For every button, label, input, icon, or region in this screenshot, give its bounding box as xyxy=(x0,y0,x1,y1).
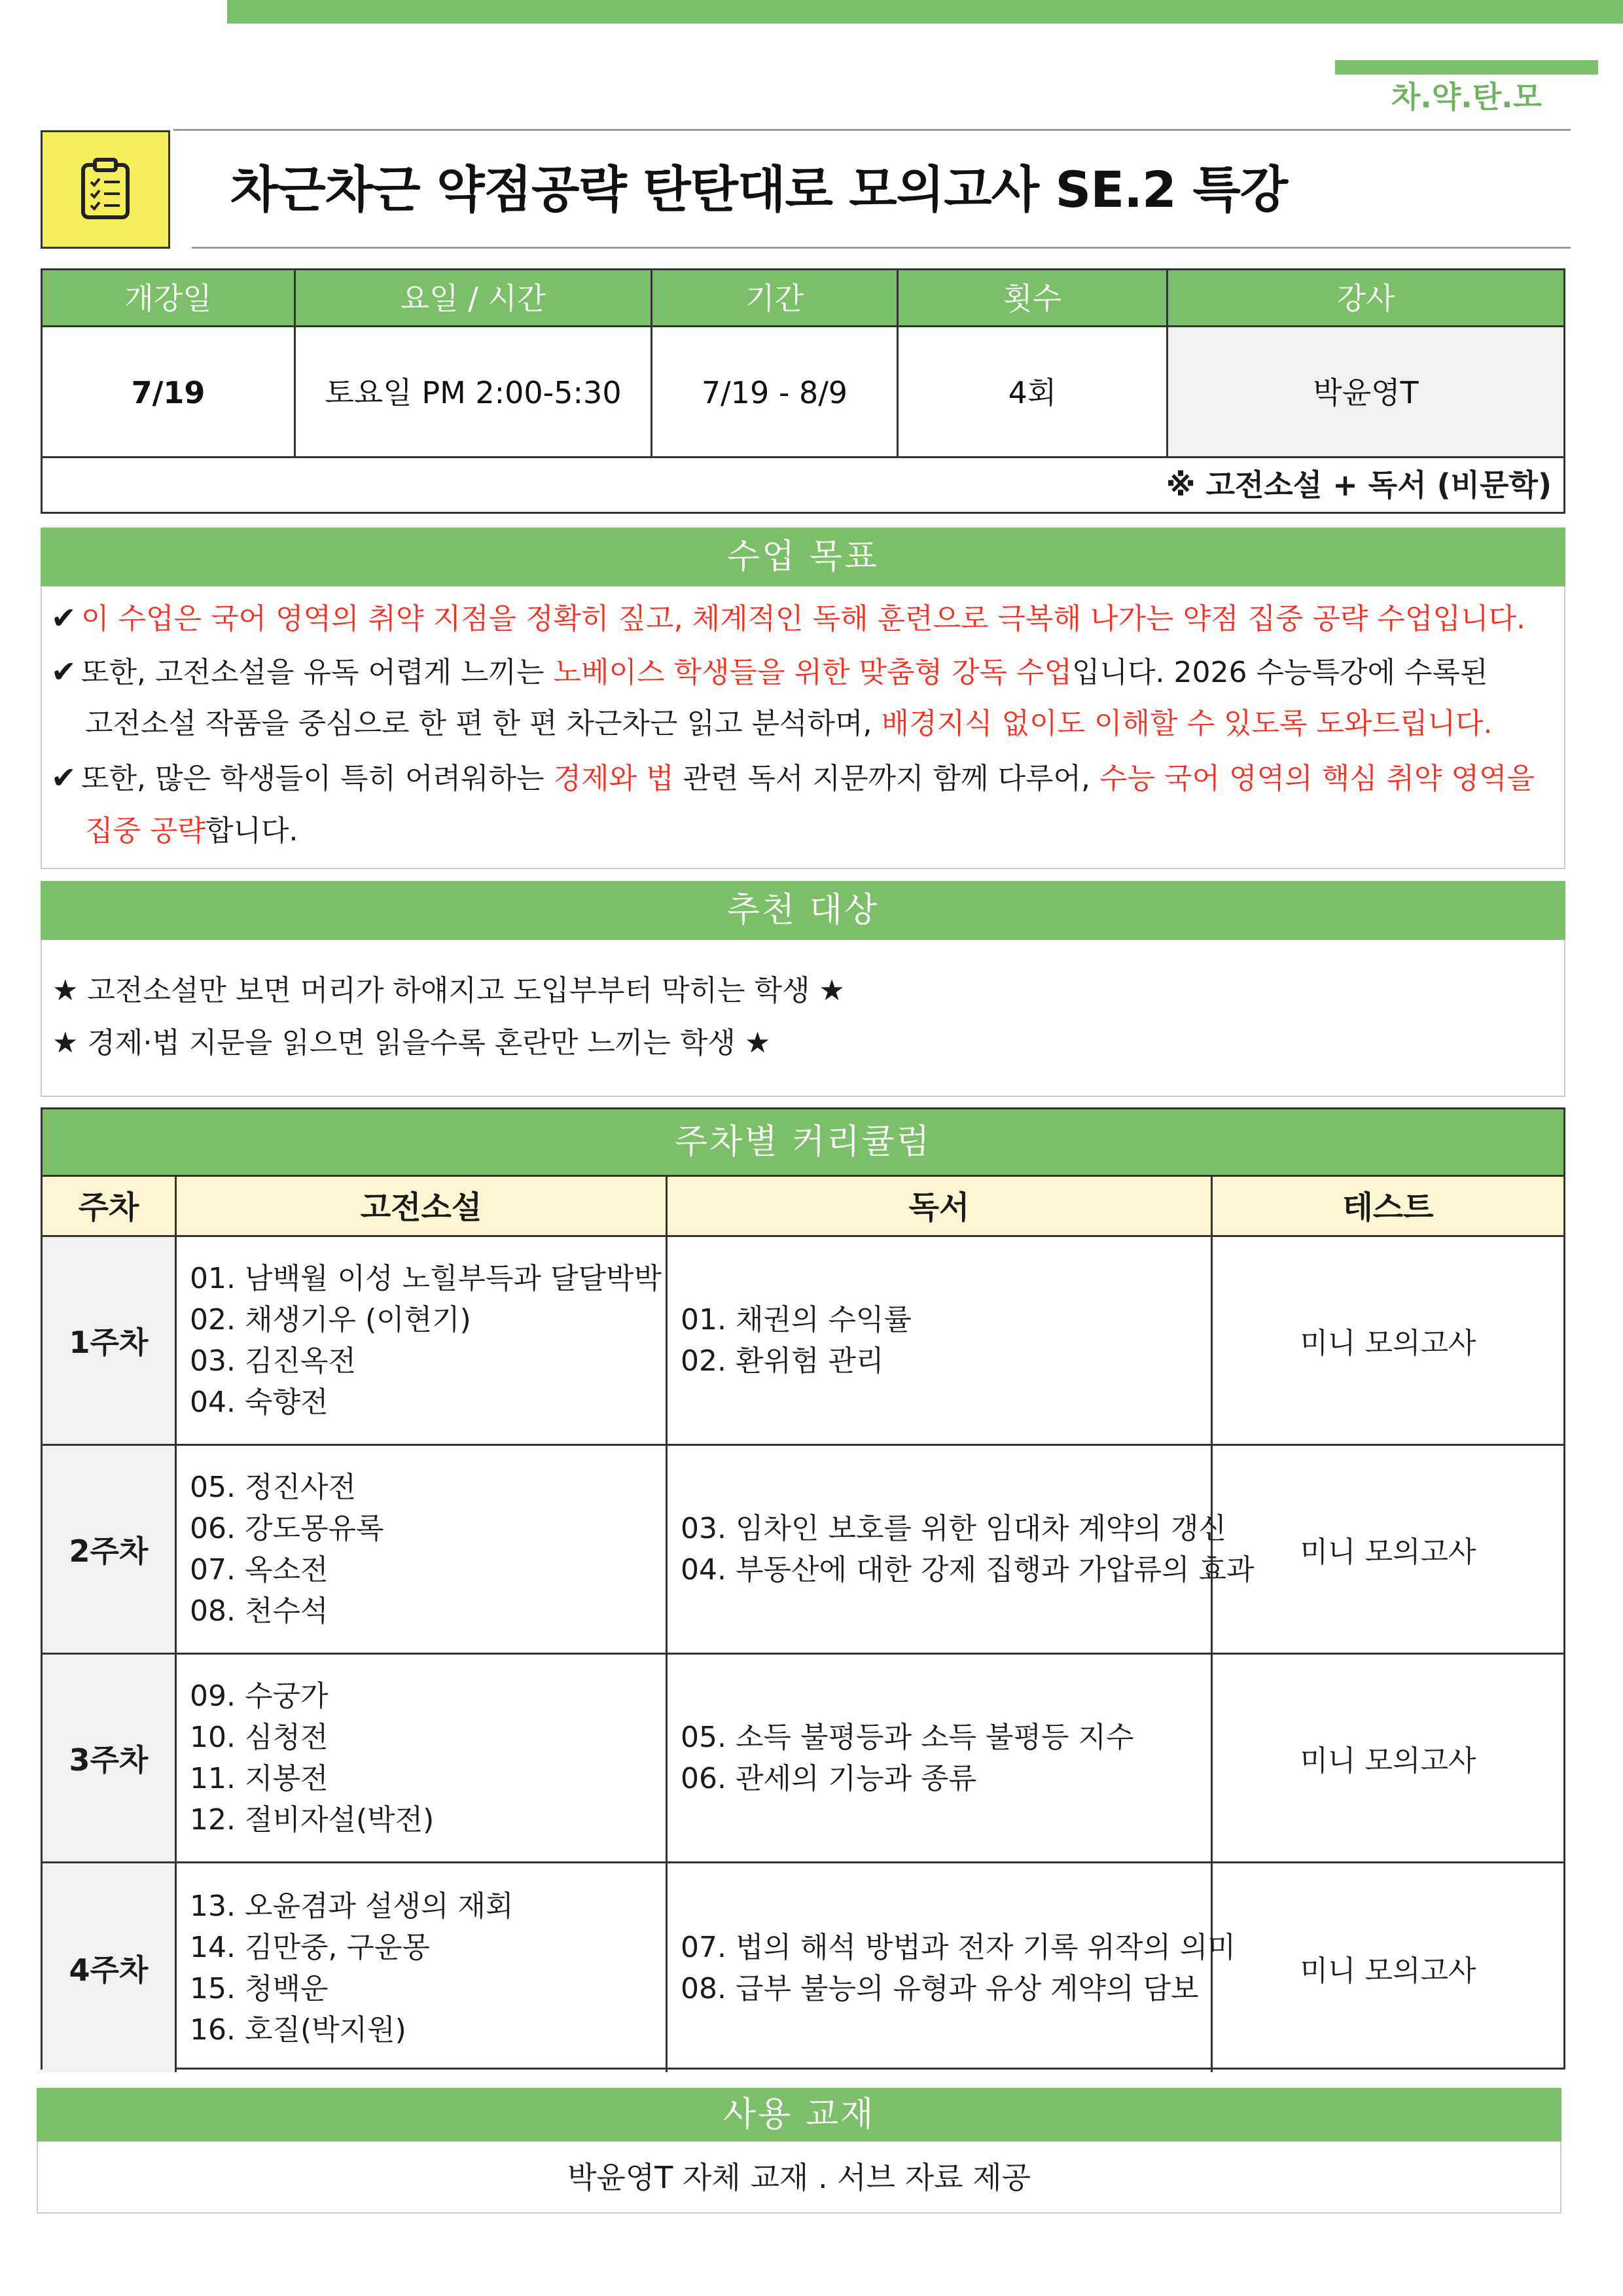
check-icon: ✔ xyxy=(51,760,77,795)
goal-line-2: ✔ 또한, 고전소설을 유독 어렵게 느끼는 노베이스 학생들을 위한 맞춤형 강독 수업입니다. 2026 수능특강에 수록된 xyxy=(51,652,1488,692)
list-item: 12. 절비자설(박전) xyxy=(190,1803,435,1837)
list-item: 02. 환위험 관리 xyxy=(681,1344,884,1378)
info-day-time: 토요일 PM 2:00-5:30 xyxy=(296,327,652,458)
list-item: 08. 급부 불능의 유형과 유상 계약의 담보 xyxy=(681,1971,1199,2005)
list-item: 01. 남백월 이성 노힐부득과 달달박박 xyxy=(190,1262,662,1295)
info-header-day-time: 요일 / 시간 xyxy=(296,270,652,327)
list-item: 04. 숙향전 xyxy=(190,1386,329,1419)
info-count: 4회 xyxy=(899,327,1168,458)
curriculum-col-reading: 독서 xyxy=(668,1175,1213,1237)
week-label: 2주차 xyxy=(43,1446,177,1653)
info-note: ※ 고전소설 + 독서 (비문학) xyxy=(1166,467,1552,503)
week-label: 1주차 xyxy=(43,1237,177,1444)
table-row xyxy=(43,1863,1563,2072)
info-instructor: 박윤영T xyxy=(1168,327,1563,458)
title-rule-top xyxy=(173,129,1571,131)
test-cell: 미니 모의고사 xyxy=(1300,1327,1476,1360)
goals-body xyxy=(41,586,1565,869)
goal-line-4: ✔ 또한, 많은 학생들이 특히 어려워하는 경제와 법 관련 독서 지문까지 함께 다루어, 수능 국어 영역의 핵심 취약 영역을 xyxy=(51,758,1535,798)
info-start-date: 7/19 xyxy=(43,327,296,458)
curriculum-heading: 주차별 커리큘럼 xyxy=(43,1109,1563,1175)
week-label: 3주차 xyxy=(43,1655,177,1861)
list-item: 07. 옥소전 xyxy=(190,1553,329,1587)
target-item: ★ 고전소설만 보면 머리가 하얘지고 도입부부터 막히는 학생 ★ xyxy=(52,974,845,1007)
reading-cell xyxy=(668,1863,1236,2072)
list-item: 11. 지봉전 xyxy=(190,1762,329,1795)
course-info-table xyxy=(41,268,1565,514)
list-item: 08. 천수석 xyxy=(190,1594,329,1628)
novels-cell xyxy=(177,1863,668,2072)
materials-text: 박윤영T 자체 교재 . 서브 자료 제공 xyxy=(37,2142,1561,2214)
list-item: 03. 임차인 보호를 위한 임대차 계약의 갱신 xyxy=(681,1512,1226,1545)
curriculum-col-test: 테스트 xyxy=(1213,1175,1563,1237)
goals-heading: 수업 목표 xyxy=(41,528,1565,586)
list-item: 06. 강도몽유록 xyxy=(190,1512,384,1545)
curriculum-table xyxy=(41,1107,1565,2070)
week-label: 4주차 xyxy=(43,1863,177,2072)
reading-cell xyxy=(668,1446,1255,1653)
clipboard-icon xyxy=(79,157,132,223)
list-item: 13. 오윤겸과 설생의 재회 xyxy=(190,1889,514,1923)
curriculum-col-week: 주차 xyxy=(43,1175,177,1237)
list-item: 14. 김만중, 구운몽 xyxy=(190,1930,430,1964)
list-item: 03. 김진옥전 xyxy=(190,1344,356,1378)
info-header-period: 기간 xyxy=(652,270,899,327)
info-header-instructor: 강사 xyxy=(1168,270,1563,327)
page-title: 차근차근 약점공략 탄탄대로 모의고사 SE.2 특강 xyxy=(230,160,1288,219)
reading-cell xyxy=(668,1655,1213,1861)
list-item: 10. 심청전 xyxy=(190,1721,329,1754)
targets-body xyxy=(41,940,1565,1097)
table-row xyxy=(43,1446,1563,1655)
novels-cell xyxy=(177,1237,668,1444)
target-item: ★ 경제·법 지문을 읽으면 읽을수록 혼란만 느끼는 학생 ★ xyxy=(52,1026,771,1060)
table-row xyxy=(43,1237,1563,1446)
title-rule-bottom xyxy=(192,247,1571,249)
goal-line-3: 고전소설 작품을 중심으로 한 편 한 편 차근차근 읽고 분석하며, 배경지식 없이도 이해할 수 있도록 도와드립니다. xyxy=(85,707,1493,740)
materials-heading: 사용 교재 xyxy=(37,2088,1561,2142)
info-header-count: 횟수 xyxy=(899,270,1168,327)
list-item: 02. 채생기우 (이현기) xyxy=(190,1303,471,1336)
check-icon: ✔ xyxy=(51,600,77,636)
list-item: 05. 정진사전 xyxy=(190,1471,356,1504)
test-cell: 미니 모의고사 xyxy=(1300,1535,1476,1569)
list-item: 05. 소득 불평등과 소득 불평등 지수 xyxy=(681,1721,1134,1754)
test-cell: 미니 모의고사 xyxy=(1300,1744,1476,1778)
list-item: 04. 부동산에 대한 강제 집행과 가압류의 효과 xyxy=(681,1553,1255,1587)
goal-line-5: 집중 공략합니다. xyxy=(85,814,298,848)
list-item: 06. 관세의 기능과 종류 xyxy=(681,1762,976,1795)
list-item: 16. 호질(박지원) xyxy=(190,2013,406,2047)
top-accent-bar xyxy=(227,0,1623,24)
info-header-start-date: 개강일 xyxy=(43,270,296,327)
title-icon-box xyxy=(41,130,170,249)
table-row xyxy=(43,1655,1563,1863)
list-item: 07. 법의 해석 방법과 전자 기록 위작의 의미 xyxy=(681,1930,1236,1964)
goal-line-1: ✔ 이 수업은 국어 영역의 취약 지점을 정확히 짚고, 체계적인 독해 훈련으로 극복해 나가는 약점 집중 공략 수업입니다. xyxy=(51,598,1525,639)
info-period: 7/19 - 8/9 xyxy=(652,327,899,458)
targets-heading: 추천 대상 xyxy=(41,881,1565,940)
list-item: 15. 청백운 xyxy=(190,1971,329,2005)
curriculum-col-novels: 고전소설 xyxy=(177,1175,668,1237)
test-cell: 미니 모의고사 xyxy=(1300,1954,1476,1988)
brand-label: 차.약.탄.모 xyxy=(1391,79,1543,115)
list-item: 01. 채권의 수익률 xyxy=(681,1303,912,1336)
list-item: 09. 수궁가 xyxy=(190,1679,329,1713)
brand-accent-bar xyxy=(1335,60,1598,75)
check-icon: ✔ xyxy=(51,654,77,689)
novels-cell xyxy=(177,1446,668,1653)
reading-cell xyxy=(668,1237,1213,1444)
novels-cell xyxy=(177,1655,668,1861)
